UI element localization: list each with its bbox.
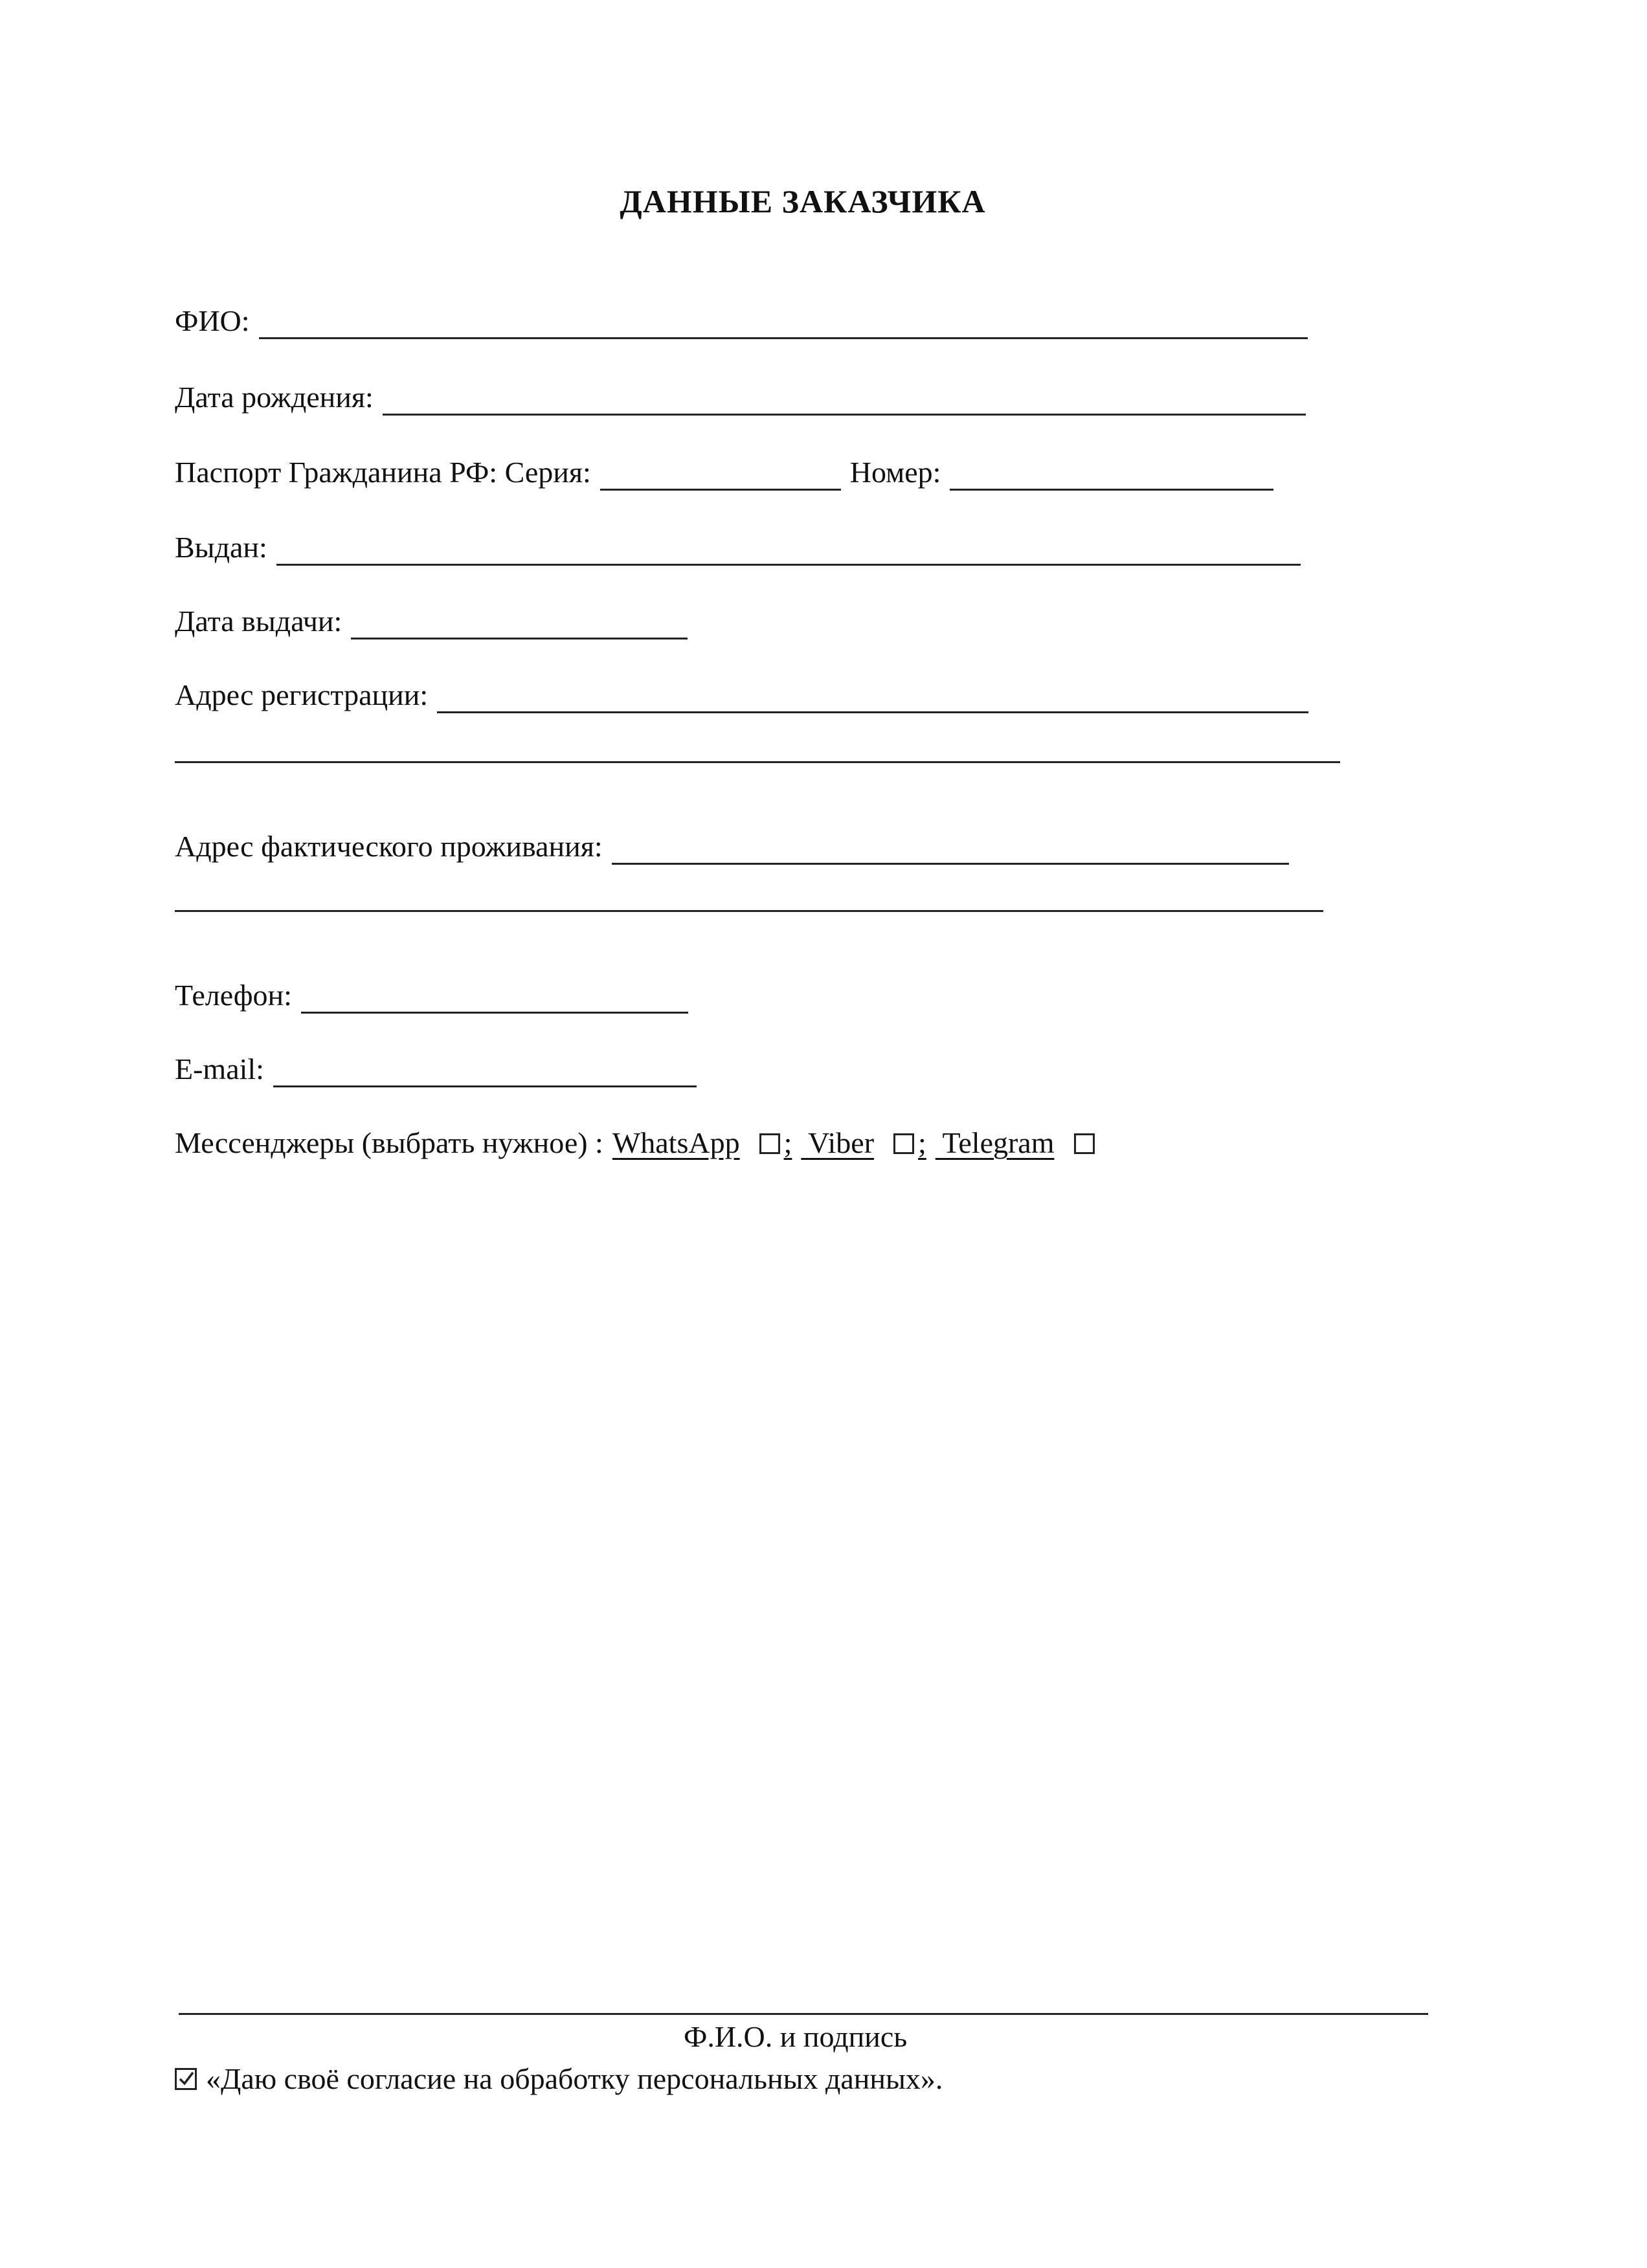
messengers-options [603,1125,1099,1161]
issue-date-field[interactable] [351,611,688,639]
issued-by-label: Выдан: [175,531,267,564]
phone-field[interactable] [301,985,688,1014]
messengers-row [175,1125,1099,1161]
fio-field[interactable] [259,311,1308,339]
passport-series-label: Паспорт Гражданина РФ: Серия: [175,456,591,489]
passport-row [175,454,1273,491]
issued-by-field[interactable] [276,537,1301,566]
consent-text: «Даю своё согласие на обработку персональных данных». [206,2062,943,2095]
messenger-separator: ; [783,1126,792,1159]
email-label: E-mail: [175,1052,264,1085]
viber-checkbox[interactable] [893,1133,914,1154]
whatsapp-checkbox[interactable] [759,1133,780,1154]
email-row [175,1051,697,1087]
issue-date-row [175,603,688,639]
registration-address-field[interactable] [437,685,1308,713]
check-icon [178,2071,195,2087]
messenger-whatsapp-label: WhatsApp [612,1126,740,1159]
issue-date-label: Дата выдачи: [175,605,342,638]
actual-address-label: Адрес фактического проживания: [175,830,603,863]
passport-number-field[interactable] [950,462,1273,491]
consent-row [175,2062,943,2096]
registration-address-continuation-line[interactable] [175,761,1340,763]
messenger-option-viber[interactable] [808,1126,936,1159]
consent-checkbox[interactable] [175,2068,197,2090]
fio-row [175,303,1308,339]
messengers-label: Мессенджеры (выбрать нужное) : [175,1126,603,1159]
signature-line[interactable] [179,2013,1428,2015]
registration-address-row [175,677,1308,713]
passport-number-label: Номер: [849,456,941,489]
messenger-option-telegram[interactable] [942,1126,1098,1159]
actual-address-continuation-line[interactable] [175,910,1323,912]
email-field[interactable] [273,1059,697,1087]
signature-caption: Ф.И.О. и подпись [684,2020,908,2053]
messenger-viber-label: Viber [808,1126,875,1159]
actual-address-row [175,828,1289,865]
phone-row [175,977,688,1014]
telegram-checkbox[interactable] [1074,1133,1095,1154]
registration-address-label: Адрес регистрации: [175,678,429,711]
actual-address-field[interactable] [612,836,1289,865]
birth-date-row [175,379,1306,416]
messenger-separator: ; [918,1126,926,1159]
phone-label: Телефон: [175,979,292,1012]
birth-date-label: Дата рождения: [175,381,374,414]
issued-by-row [175,529,1301,566]
passport-series-field[interactable] [600,462,841,491]
birth-date-field[interactable] [383,387,1306,416]
fio-label: ФИО: [175,304,250,337]
messenger-option-whatsapp[interactable] [612,1126,801,1159]
messenger-telegram-label: Telegram [942,1126,1055,1159]
page-title: ДАННЫЕ ЗАКАЗЧИКА [620,183,986,219]
